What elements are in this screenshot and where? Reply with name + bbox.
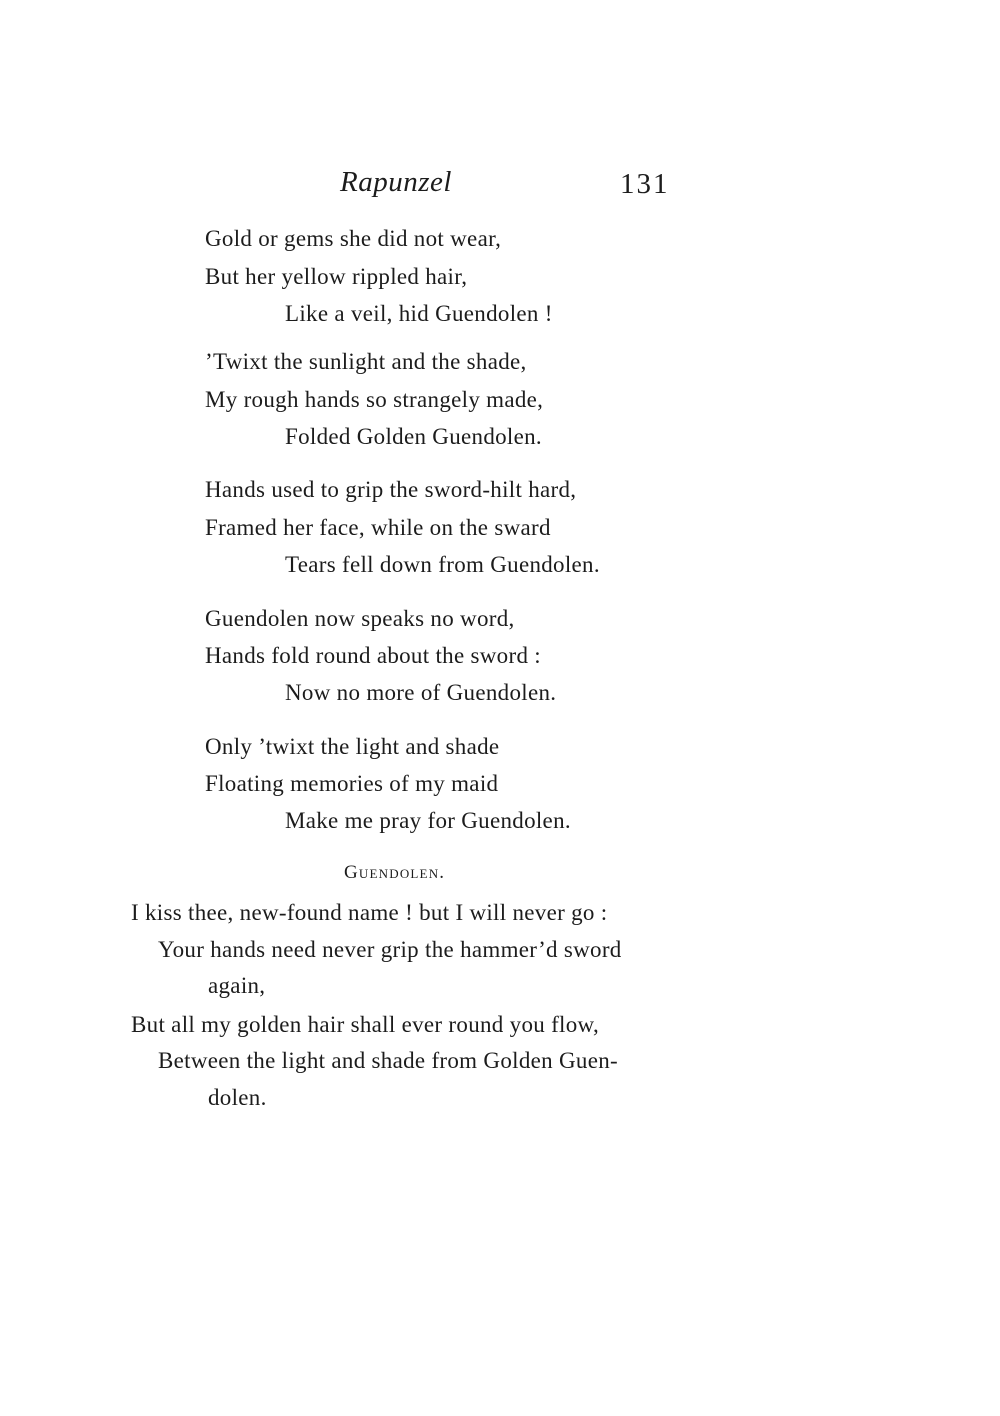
- refrain-line: Folded Golden Guendolen.: [285, 424, 542, 449]
- refrain-line: Now no more of Guendolen.: [285, 680, 557, 705]
- refrain-line: Tears fell down from Guendolen.: [285, 552, 600, 577]
- poem-line: Only ’twixt the light and shade: [205, 734, 500, 759]
- refrain-line: Like a veil, hid Guendolen !: [285, 301, 553, 326]
- closing-line: Between the light and shade from Golden Guen-: [158, 1048, 618, 1073]
- poem-line: My rough hands so strangely made,: [205, 387, 544, 412]
- poem-line: ’Twixt the sunlight and the shade,: [205, 349, 527, 374]
- poem-line: Framed her face, while on the sward: [205, 515, 551, 540]
- running-title: Rapunzel: [340, 166, 452, 198]
- closing-line: But all my golden hair shall ever round you flow,: [131, 1012, 600, 1037]
- poem-line: Gold or gems she did not wear,: [205, 226, 502, 251]
- poem-line: Guendolen now speaks no word,: [205, 606, 515, 631]
- closing-line: I kiss thee, new-found name ! but I will never go :: [131, 900, 608, 925]
- poem-line: Hands fold round about the sword :: [205, 643, 541, 668]
- refrain-line: Make me pray for Guendolen.: [285, 808, 571, 833]
- closing-line-continuation: dolen.: [208, 1085, 267, 1110]
- closing-line-continuation: again,: [208, 973, 266, 998]
- poem-line: Hands used to grip the sword-hilt hard,: [205, 477, 577, 502]
- closing-line: Your hands need never grip the hammer’d sword: [158, 937, 622, 962]
- poem-line: Floating memories of my maid: [205, 771, 499, 796]
- poem-line: But her yellow rippled hair,: [205, 264, 468, 289]
- page-number: 131: [620, 168, 670, 200]
- speaker-heading: Guendolen.: [344, 862, 446, 883]
